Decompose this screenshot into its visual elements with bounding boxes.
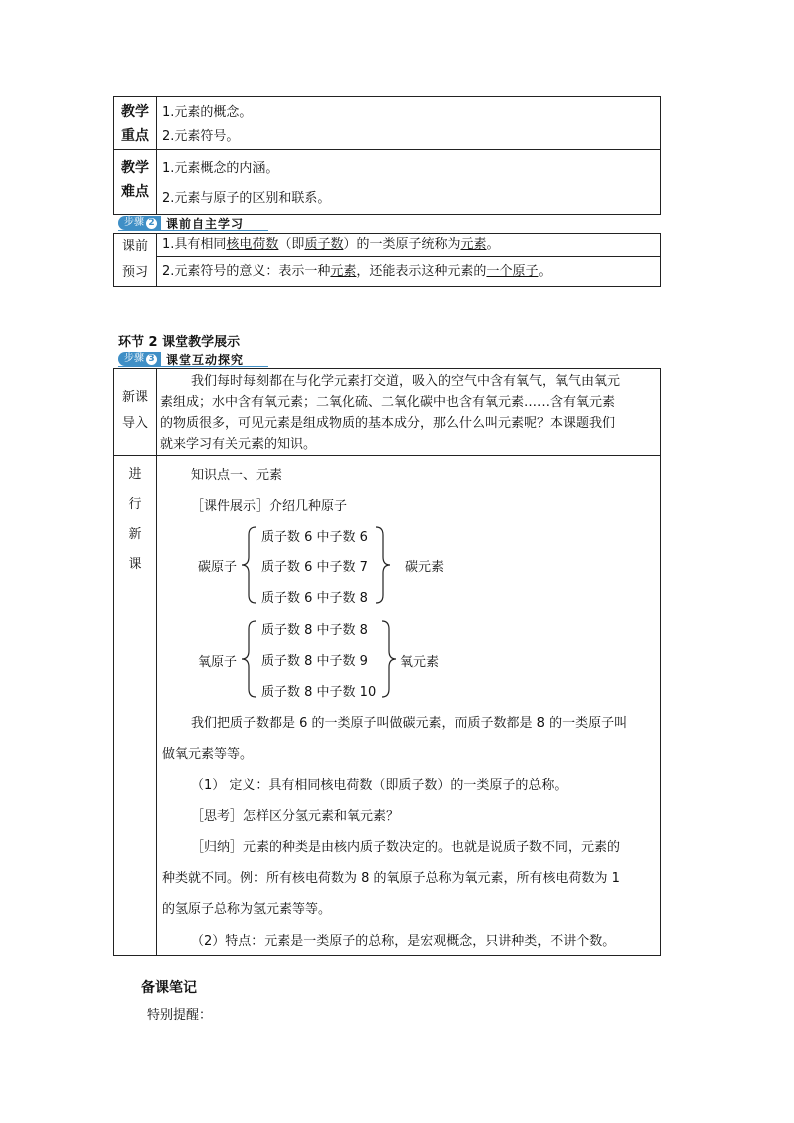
main-label: 进 行 新 课 bbox=[114, 456, 157, 956]
step-title: 课堂互动探究 bbox=[166, 352, 245, 367]
carbon-isotope: 质子数 6 中子数 6 bbox=[261, 530, 368, 545]
preview-label: 课前 预习 bbox=[114, 234, 157, 287]
summary-line: 的氢原子总称为氢元素等等。 bbox=[162, 902, 332, 917]
preview-line-1: 1.具有相同核电荷数（即质子数）的一类原子统称为元素。 bbox=[157, 234, 660, 257]
section-title: 环节 2 课堂教学展示 bbox=[118, 335, 241, 350]
knowledge-point-title: 知识点一、元素 bbox=[191, 468, 283, 483]
focus-content bbox=[157, 97, 661, 150]
definition-text: （1） 定义：具有相同核电荷数（即质子数）的一类原子的总称。 bbox=[191, 778, 568, 793]
difficulty-label: 教学 难点 bbox=[114, 150, 157, 215]
preview-line-2: 2.元素符号的意义：表示一种元素，还能表示这种元素的一个原子。 bbox=[162, 264, 552, 279]
intro-line: 的物质很多，可见元素是组成物质的基本成分，那么什么叫元素呢？本课题我们 bbox=[160, 416, 616, 431]
courseware-note: ［课件展示］介绍几种原子 bbox=[191, 499, 348, 514]
teaching-focus-table bbox=[113, 96, 661, 215]
step-badge: 步骤 3 bbox=[118, 352, 161, 366]
notes-title: 备课笔记 bbox=[141, 980, 197, 996]
step2-header bbox=[118, 216, 244, 230]
difficulty-item: 1.元素概念的内涵。 bbox=[162, 161, 279, 176]
summary-line: 种类就不同。例：所有核电荷数为 8 的氧原子总称为氧元素，所有核电荷数为 1 bbox=[162, 871, 620, 886]
step-title: 课前自主学习 bbox=[166, 216, 245, 231]
oxygen-isotope: 质子数 8 中子数 8 bbox=[261, 623, 368, 638]
oxygen-isotope: 质子数 8 中子数 10 bbox=[261, 685, 377, 700]
feature-text: （2）特点：元素是一类原子的总称，是宏观概念，只讲种类，不讲个数。 bbox=[191, 934, 616, 949]
intro-content bbox=[157, 369, 661, 456]
explanation-line: 做氧元素等等。 bbox=[162, 747, 254, 762]
intro-line: 素组成；水中含有氧元素；二氧化硫、二氧化碳中也含有氧元素……含有氧元素 bbox=[160, 395, 616, 410]
right-brace-icon bbox=[374, 525, 392, 605]
step2-underline bbox=[118, 230, 268, 231]
carbon-atom-label: 碳原子 bbox=[198, 560, 238, 575]
focus-item: 2.元素符号。 bbox=[162, 129, 240, 144]
summary-line: ［归纳］元素的种类是由核内质子数决定的。也就是说质子数不同，元素的 bbox=[191, 840, 621, 855]
intro-label: 新课 导入 bbox=[114, 369, 157, 456]
oxygen-element-label: 氧元素 bbox=[400, 655, 440, 670]
oxygen-isotope: 质子数 8 中子数 9 bbox=[261, 654, 368, 669]
carbon-isotope: 质子数 6 中子数 8 bbox=[261, 591, 368, 606]
focus-item: 1.元素的概念。 bbox=[162, 105, 253, 120]
intro-line: 我们每时每刻都在与化学元素打交道，吸入的空气中含有氧气，氧气由氧元 bbox=[191, 374, 621, 389]
left-brace-icon bbox=[240, 619, 258, 699]
intro-line: 就来学习有关元素的知识。 bbox=[160, 437, 317, 452]
preview-content bbox=[157, 234, 661, 287]
difficulty-item: 2.元素与原子的区别和联系。 bbox=[162, 191, 331, 206]
special-reminder: 特别提醒： bbox=[147, 1008, 213, 1023]
oxygen-atom-label: 氧原子 bbox=[198, 655, 238, 670]
difficulty-content bbox=[157, 150, 661, 215]
step-badge: 步骤 2 bbox=[118, 216, 161, 230]
preview-table bbox=[113, 233, 661, 287]
step3-header bbox=[118, 352, 244, 366]
carbon-isotope: 质子数 6 中子数 7 bbox=[261, 560, 368, 575]
left-brace-icon bbox=[240, 525, 258, 605]
right-brace-icon bbox=[380, 619, 398, 699]
think-question: ［思考］怎样区分氢元素和氧元素？ bbox=[191, 809, 400, 824]
step3-underline bbox=[118, 366, 268, 367]
carbon-element-label: 碳元素 bbox=[405, 560, 445, 575]
explanation-line: 我们把质子数都是 6 的一类原子叫做碳元素，而质子数都是 8 的一类原子叫 bbox=[191, 716, 628, 731]
focus-label: 教学 重点 bbox=[114, 97, 157, 150]
